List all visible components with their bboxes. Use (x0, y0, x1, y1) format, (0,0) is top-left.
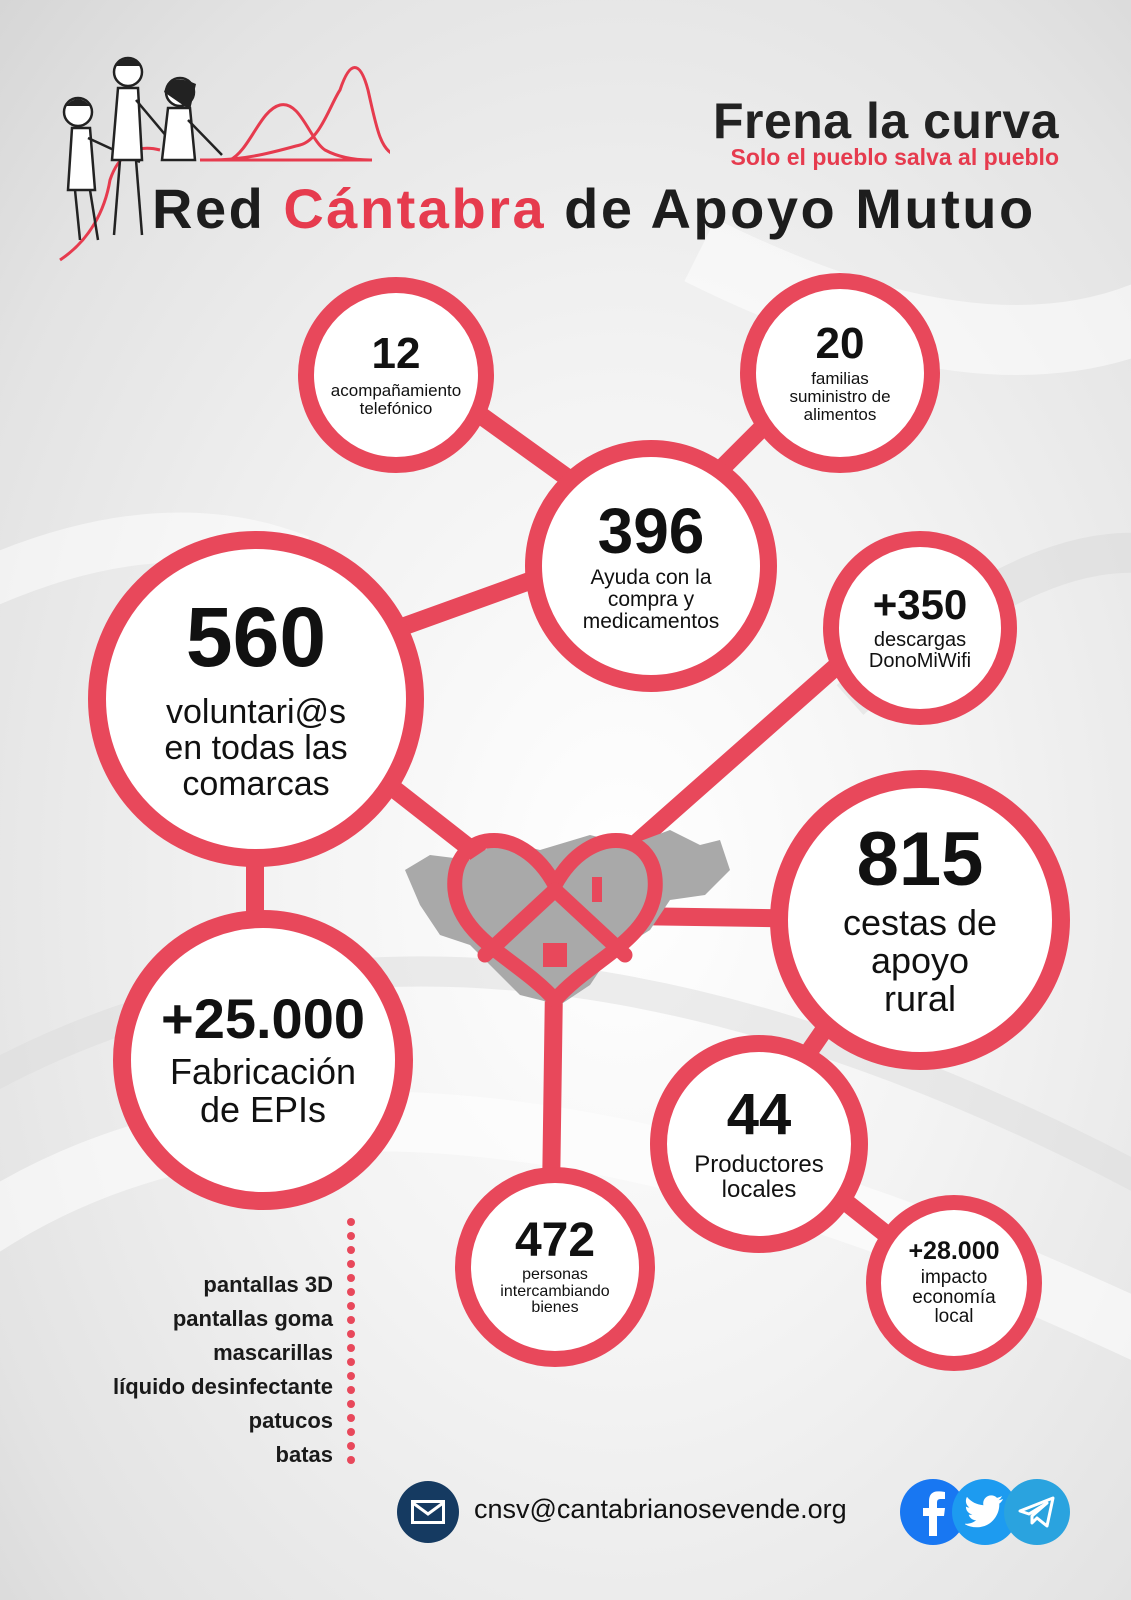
campaign-slogan: Solo el pueblo salva al pueblo (730, 144, 1059, 170)
stat-intercambio-bienes (455, 1167, 655, 1367)
stat-number: 20 (815, 319, 865, 369)
stat-fabricacion-epis (113, 910, 413, 1210)
stat-label: familias (811, 369, 869, 389)
stat-label: comarcas (182, 764, 330, 803)
stat-label: apoyo (870, 940, 970, 982)
stat-ayuda-compra (525, 440, 777, 692)
stat-acompanamiento-telefonico (298, 277, 494, 473)
stat-label: Ayuda con la (590, 565, 712, 589)
stat-familias-alimentos (740, 273, 940, 473)
stat-label: intercambiando (500, 1282, 610, 1300)
title-part-1: Red (152, 177, 284, 240)
list-item: patucos (248, 1408, 333, 1433)
stat-label: suministro de (789, 387, 891, 407)
list-item: líquido desinfectante (112, 1374, 333, 1399)
stat-label: local (934, 1306, 974, 1328)
mail-icon[interactable] (397, 1481, 459, 1543)
stat-label: rural (883, 977, 957, 1019)
stat-label: impacto (920, 1266, 988, 1288)
stat-label: de EPIs (199, 1089, 327, 1130)
stat-number: +28.000 (908, 1236, 1000, 1265)
contact-email-link[interactable]: cnsv@cantabrianosevende.org (474, 1494, 847, 1524)
stat-label: bienes (531, 1299, 579, 1317)
stat-cestas-rural (770, 770, 1070, 1070)
telegram-icon[interactable] (1004, 1479, 1070, 1545)
title-accent: Cántabra (283, 177, 547, 240)
stat-label: personas (522, 1265, 588, 1283)
stat-label: DonoMiWifi (868, 650, 972, 672)
stat-label: alimentos (803, 404, 877, 424)
dotted-line (344, 1216, 358, 1472)
campaign-title: Frena la curva (712, 93, 1059, 149)
list-item: pantallas goma (172, 1306, 333, 1331)
stat-label: telefónico (359, 399, 433, 418)
stat-number: +25.000 (161, 987, 365, 1051)
stat-number: 472 (514, 1213, 596, 1267)
stat-number: 815 (856, 817, 984, 903)
stat-productores-locales (650, 1035, 868, 1253)
stat-impacto-economia (866, 1195, 1042, 1371)
stat-number: 44 (726, 1081, 792, 1147)
stat-number: 560 (185, 590, 327, 685)
stat-descargas-donomiwifi (823, 531, 1017, 725)
stat-label: cestas de (842, 902, 998, 944)
stat-label: Fabricación (169, 1051, 357, 1093)
stat-label: descargas (873, 629, 967, 651)
stat-label: voluntari@s (165, 693, 347, 732)
stat-label: medicamentos (582, 610, 720, 634)
stat-label: Productores (694, 1150, 824, 1178)
stat-number: +350 (872, 581, 968, 628)
stat-label: economía (912, 1286, 996, 1308)
stat-label: acompañamiento (330, 381, 462, 401)
list-item: batas (275, 1442, 333, 1467)
stat-number: 396 (597, 494, 705, 567)
list-item: pantallas 3D (203, 1272, 333, 1297)
stat-number: 12 (371, 329, 421, 379)
stat-voluntarios (88, 531, 424, 867)
stat-label: en todas las (164, 729, 348, 768)
list-item: mascarillas (213, 1340, 333, 1365)
stat-label: locales (721, 1176, 797, 1203)
title-part-2: de Apoyo Mutuo (546, 177, 1036, 240)
stat-label: compra y (607, 587, 695, 611)
epi-items-list (113, 1268, 333, 1472)
